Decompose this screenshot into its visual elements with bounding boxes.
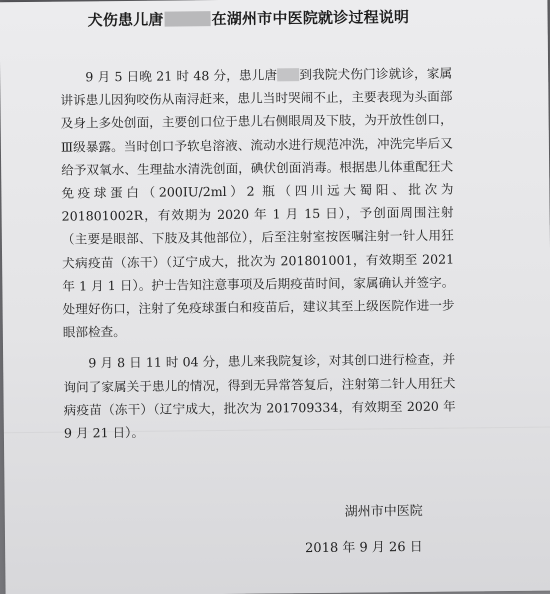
document-title (87, 5, 507, 30)
paragraph1-prefix: 9 月 5 日晚 21 时 48 分，患儿唐 (85, 67, 278, 85)
redacted-name-inline (277, 68, 299, 81)
title-suffix: 在湖州市中医院就诊过程说明 (211, 8, 410, 29)
signature-date: 2018 年 9 月 26 日 (305, 539, 423, 557)
title-prefix: 犬伤患儿唐 (87, 10, 164, 30)
paragraph-visit-2: 9 月 8 日 11 时 04 分，患儿来我院复诊，对其创口进行检查，并询问了家属关于患儿的情况，得到无异常答复后，注射第二针人用狂犬病疫苗（冻干）（辽宁成大，批次为 201709334，有效期至 2020 年 9 月 21 日）。 (63, 351, 456, 441)
signature-hospital: 湖州市中医院 (344, 503, 423, 520)
paragraph-visit-1 (60, 62, 455, 345)
paragraph1-body: 到我院犬伤门诊就诊，家属讲诉患儿因狗咬伤从南浔赶来，患儿当时哭闹不止，主要表现为头面部及身上多处创面，主要创口位于患儿右侧眼周及下肢，为开放性创口，Ⅲ级暴露。当时创口予软皂溶液、流动水进行规范冲洗，冲洗完毕后又给予双氧水、生理盐水清洗创面，碘伏创面消毒。根据患儿体重配狂犬免疫球蛋白（200IU/2ml）2 瓶（四川远大蜀阳、批次为 201801002R，有效期为 2020 年 1 月 15 日），予创面周围注射（主要是眼部、下肢及其他部位），后至注射室按医嘱注射一针人用狂犬病疫苗（冻干）（辽宁成大，批次为 201801001，有效期至 2021 年 1 月 1 日）。护士告知注意事项及后期疫苗时间，家属确认并签字。处理好伤口，注射了免疫球蛋白和疫苗后，建议其至上级医院作进一步眼部检查。 (60, 65, 455, 340)
document-body (60, 62, 456, 445)
redacted-name-block (165, 11, 211, 26)
